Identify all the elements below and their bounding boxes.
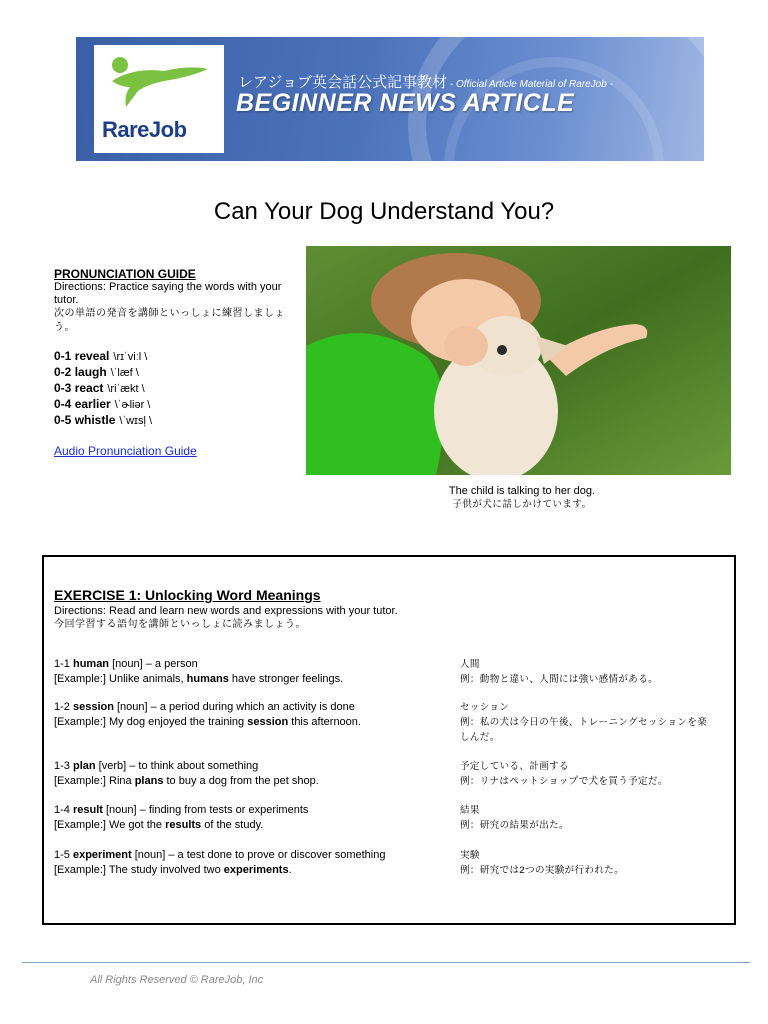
vocab-entry-jp: 人間 例：動物と違い、人間には強い感情がある。 [460, 659, 659, 685]
vocab-entry: 1-5 experiment [noun] – a test done to prove or discover something [Example:] The study involved two experiments. [54, 849, 386, 876]
vocab-entry-jp: 実験 例：研究では2つの実験が行われた。 [460, 850, 625, 876]
logo-figure-icon [104, 51, 214, 111]
pronunciation-word: 0-3 react \riˈækt \ [54, 381, 145, 395]
audio-pronunciation-link[interactable]: Audio Pronunciation Guide [54, 444, 197, 458]
pronunciation-word: 0-5 whistle \ˈwɪsļ \ [54, 413, 153, 427]
pronunciation-word: 0-1 reveal \rɪˈviːl \ [54, 349, 148, 363]
exercise-directions [54, 604, 398, 632]
vocab-entry: 1-3 plan [verb] – to think about something [Example:] Rina plans to buy a dog from the pet shop. [54, 760, 319, 787]
pronunciation-word: 0-2 laugh \ˈlæf \ [54, 365, 139, 379]
vocab-entry-jp: 予定している、計画する 例：リナはペットショップで犬を買う予定だ。 [460, 761, 668, 787]
banner-subtitle-en: - Official Article Material of RareJob - [447, 79, 613, 90]
footer-divider [22, 962, 750, 963]
header-banner [76, 37, 704, 161]
rarejob-logo [94, 45, 224, 153]
photo-caption-en: The child is talking to her dog. [448, 485, 596, 497]
vocab-entry: 1-2 session [noun] – a period during which an activity is done [Example:] My dog enjoyed the training session this afternoon. [54, 701, 361, 728]
vocab-entry: 1-1 human [noun] – a person [Example:] Unlike animals, humans have stronger feelings. [54, 658, 344, 685]
logo-text: RareJob [102, 117, 187, 142]
pronunciation-directions: Directions: Practice saying the words with your tutor. [54, 281, 282, 306]
exercise-directions-jp: 今回学習する語句を講師といっしょに読みましょう。 [54, 619, 306, 630]
child-with-dog-image [306, 246, 731, 475]
article-title: Can Your Dog Understand You? [213, 198, 555, 225]
banner-title: BEGINNER NEWS ARTICLE [236, 89, 575, 117]
vocab-entry-jp: 結果 例：研究の結果が出た。 [460, 805, 569, 831]
photo-caption-jp: 子供が犬に話しかけています。 [452, 499, 592, 510]
exercise-heading: EXERCISE 1: Unlocking Word Meanings [54, 587, 321, 603]
pronunciation-heading: PRONUNCIATION GUIDE [54, 267, 196, 281]
vocab-entry: 1-4 result [noun] – finding from tests or experiments [Example:] We got the results of the study. [54, 804, 309, 831]
photo-caption [400, 484, 644, 512]
pronunciation-word-list [54, 349, 294, 429]
pronunciation-guide [54, 268, 294, 458]
pronunciation-word: 0-4 earlier \ˈɚliər \ [54, 397, 151, 411]
banner-subtitle-jp: レアジョブ英会話公式記事教材 [238, 74, 448, 91]
exercise-1-box [42, 555, 736, 925]
vocab-entry-jp: セッション 例：私の犬は今日の午後、トレーニングセッションを楽しんだ。 [460, 702, 708, 743]
pronunciation-directions-jp: 次の単語の発音を講師といっしょに練習しましょう。 [54, 308, 285, 333]
footer-copyright: All Rights Reserved © RareJob, Inc [90, 974, 264, 986]
exercise-directions-en: Directions: Read and learn new words and expressions with your tutor. [54, 605, 398, 617]
article-photo [306, 246, 731, 475]
